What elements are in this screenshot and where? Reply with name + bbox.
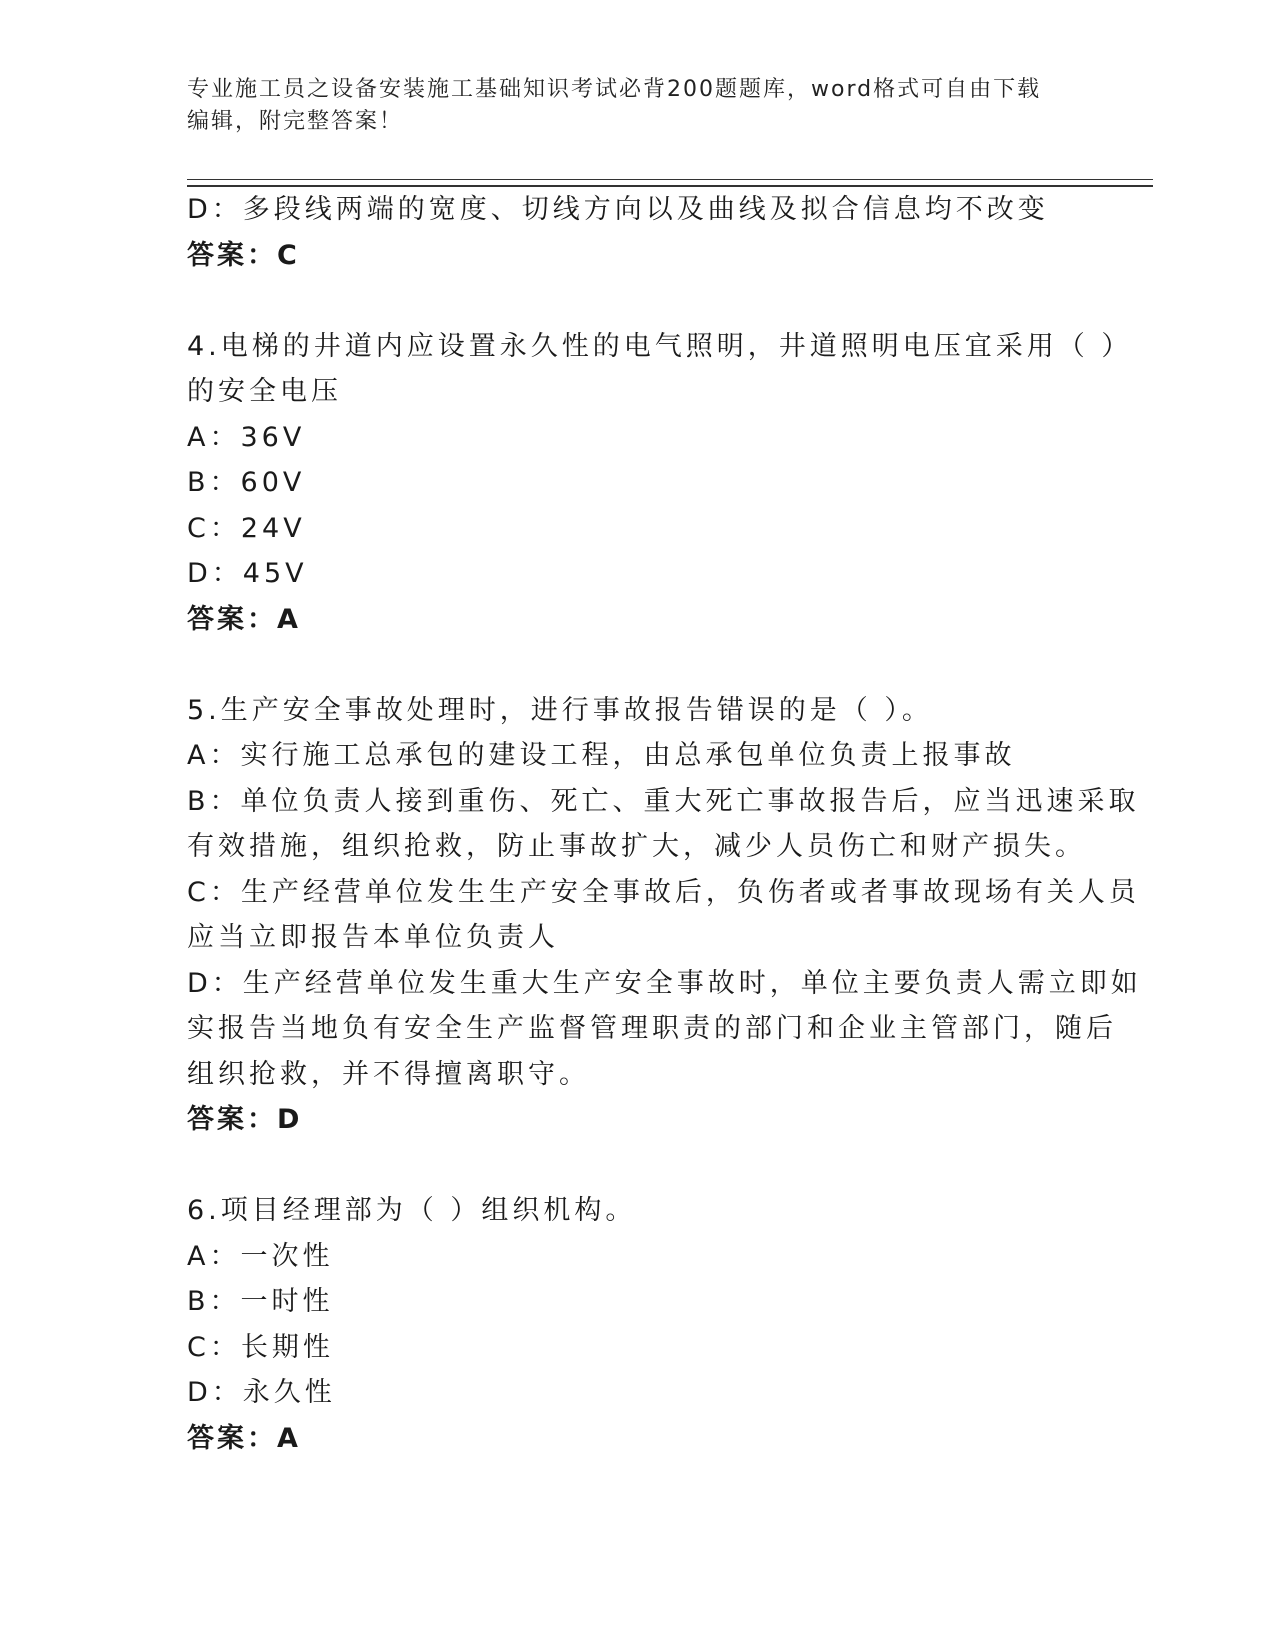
- option-c: C：长期性: [187, 1331, 334, 1363]
- question-stem-cont: 的安全电压: [187, 376, 342, 407]
- option-b: B：一时性: [187, 1286, 334, 1317]
- option-a: A：实行施工总承包的建设工程，由总承包单位负责上报事故: [187, 740, 1016, 771]
- header-title-line-1: 专业施工员之设备安装施工基础知识考试必背200题题库，word格式可自由下载: [187, 77, 1042, 102]
- option-b-cont: 有效措施，组织抢救，防止事故扩大，减少人员伤亡和财产损失。: [187, 831, 1086, 862]
- question-stem: 5.生产安全事故处理时，进行事故报告错误的是（ ）。: [187, 694, 933, 726]
- option-d-cont: 实报告当地负有安全生产监督管理职责的部门和企业主管部门，随后: [187, 1013, 1117, 1044]
- page-header: [187, 74, 1067, 138]
- option-c: C：24V: [187, 512, 306, 544]
- option-a: A：36V: [187, 421, 306, 453]
- option-d: D：多段线两端的宽度、切线方向以及曲线及拟合信息均不改变: [187, 194, 1049, 225]
- answer-label: 答案：A: [187, 1422, 301, 1454]
- option-d: D：生产经营单位发生重大生产安全事故时，单位主要负责人需立即如: [187, 967, 1142, 999]
- option-d: D：永久性: [187, 1377, 336, 1408]
- question-stem: 6.项目经理部为（ ）组织机构。: [187, 1195, 637, 1226]
- previous-question-tail: [187, 187, 1087, 278]
- question-4: [187, 324, 1133, 643]
- answer-label: 答案：A: [187, 603, 301, 635]
- option-c: C：生产经营单位发生生产安全事故后，负伤者或者事故现场有关人员: [187, 876, 1140, 908]
- option-d: D：45V: [187, 558, 308, 589]
- answer-label: 答案：D: [187, 1104, 303, 1135]
- option-d-cont: 组织抢救，并不得擅离职守。: [187, 1058, 590, 1090]
- option-c-cont: 应当立即报告本单位负责人: [187, 922, 559, 953]
- spacer: [187, 1143, 1087, 1189]
- option-b: B：60V: [187, 467, 306, 498]
- header-divider: [187, 179, 1153, 187]
- option-a: A：一次性: [187, 1240, 334, 1272]
- spacer: [187, 642, 1087, 688]
- spacer: [187, 278, 1087, 324]
- question-5: [187, 688, 1142, 1143]
- header-title-line-2: 编辑，附完整答案！: [187, 109, 404, 134]
- question-content: [187, 187, 1142, 1461]
- option-b: B：单位负责人接到重伤、死亡、重大死亡事故报告后，应当迅速采取: [187, 785, 1140, 817]
- question-6: [187, 1188, 1087, 1461]
- answer-label: 答案：C: [187, 239, 300, 271]
- question-stem: 4.电梯的井道内应设置永久性的电气照明，井道照明电压宜采用（ ）: [187, 330, 1133, 362]
